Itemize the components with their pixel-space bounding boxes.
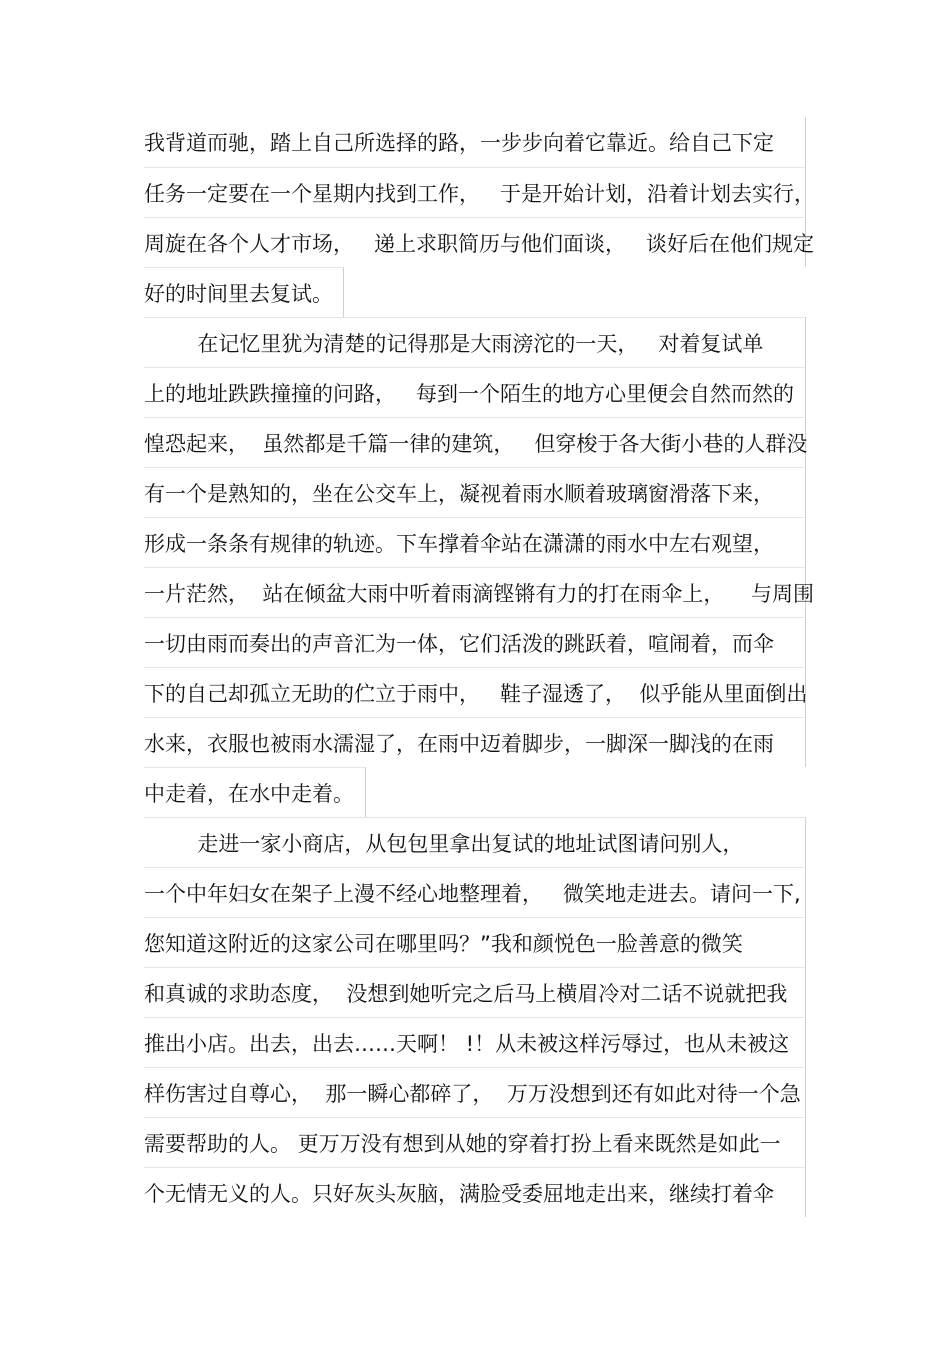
- text-line: 样伤害过自尊心， 那一瞬心都碎了， 万万没想到还有如此对待一个急: [144, 1067, 806, 1117]
- text-line: 上的地址跌跌撞撞的问路， 每到一个陌生的地方心里便会自然而然的: [144, 367, 806, 417]
- text-line: 推出小店。出去，出去……天啊！ !！从未被这样污辱过，也从未被这: [144, 1017, 806, 1067]
- text-line: 个无情无义的人。只好灰头灰脑，满脸受委屈地走出来，继续打着伞: [144, 1167, 806, 1217]
- text-line: 您知道这附近的这家公司在哪里吗？”我和颜悦色一脸善意的微笑: [144, 917, 806, 967]
- text-line: 走进一家小商店，从包包里拿出复试的地址试图请问别人，: [144, 817, 806, 867]
- text-line: 水来，衣服也被雨水濡湿了，在雨中迈着脚步，一脚深一脚浅的在雨: [144, 717, 806, 767]
- text-line: 我背道而驰，踏上自己所选择的路，一步步向着它靠近。给自己下定: [144, 117, 806, 167]
- text-line: 任务一定要在一个星期内找到工作， 于是开始计划，沿着计划去实行，: [144, 167, 806, 217]
- text-line: 周旋在各个人才市场， 递上求职简历与他们面谈， 谈好后在他们规定: [144, 217, 806, 267]
- text-line: 一切由雨而奏出的声音汇为一体，它们活泼的跳跃着，喧闹着，而伞: [144, 617, 806, 667]
- text-line: 需要帮助的人。 更万万没有想到从她的穿着打扮上看来既然是如此一: [144, 1117, 806, 1167]
- text-line: 形成一条条有规律的轨迹。下车撑着伞站在潇潇的雨水中左右观望，: [144, 517, 806, 567]
- text-line: 中走着，在水中走着。: [144, 767, 366, 817]
- text-line: 一个中年妇女在架子上漫不经心地整理着， 微笑地走进去。请问一下,: [144, 867, 806, 917]
- text-line: 和真诚的求助态度， 没想到她听完之后马上横眉冷对二话不说就把我: [144, 967, 806, 1017]
- text-line: 一片茫然， 站在倾盆大雨中听着雨滴铿锵有力的打在雨伞上， 与周围: [144, 567, 806, 617]
- text-line: 惶恐起来， 虽然都是千篇一律的建筑， 但穿梭于各大街小巷的人群没: [144, 417, 806, 467]
- text-line: 有一个是熟知的，坐在公交车上，凝视着雨水顺着玻璃窗滑落下来，: [144, 467, 806, 517]
- text-line: 下的自己却孤立无助的伫立于雨中， 鞋子湿透了， 似乎能从里面倒出: [144, 667, 806, 717]
- text-line: 好的时间里去复试。: [144, 267, 344, 317]
- text-line: 在记忆里犹为清楚的记得那是大雨滂沱的一天， 对着复试单: [144, 317, 806, 367]
